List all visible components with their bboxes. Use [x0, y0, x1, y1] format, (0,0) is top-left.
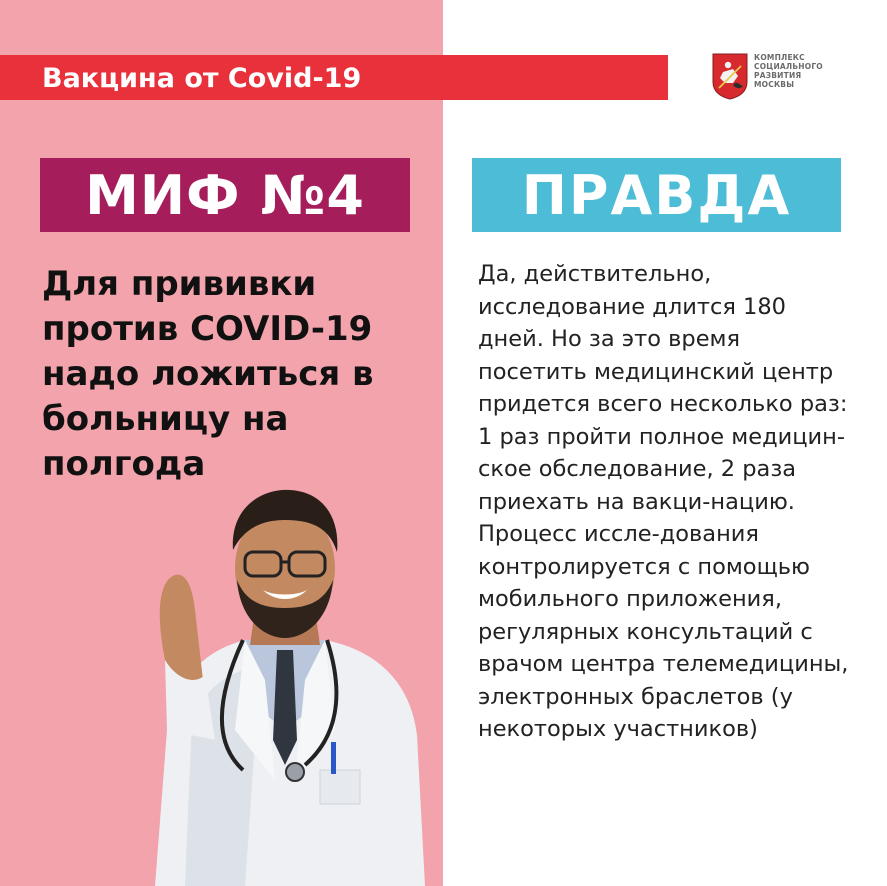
- organization-logo: [711, 52, 841, 100]
- page-title: Вакцина от Covid-19: [42, 63, 362, 94]
- logo-text: [754, 53, 823, 89]
- doctor-illustration: [125, 480, 443, 886]
- truth-body: Да, действительно, исследование длится 180 дней. Но за это время посетить медицинский центр придется всего несколько раз: 1 раз пройти полное медицин-ское обследование, 2 раза приехать на вакци-нацию. Процесс иссле-дования контролируется с помощью мобильного приложения, регулярных консультаций с врачом центра телемедицины, электронных браслетов (у некоторых участников): [478, 261, 849, 742]
- truth-label: ПРАВДА: [521, 164, 792, 227]
- myth-label: МИФ №4: [85, 164, 365, 227]
- logo-line: СОЦИАЛЬНОГО: [754, 62, 823, 71]
- moscow-coat-of-arms-icon: [711, 52, 749, 100]
- logo-line: КОМПЛЕКС: [754, 53, 805, 62]
- myth-statement: Для прививки против COVID-19 надо ложиться в больницу на полгода: [42, 264, 374, 484]
- logo-line: РАЗВИТИЯ: [754, 71, 802, 80]
- logo-line: МОСКВЫ: [754, 80, 795, 89]
